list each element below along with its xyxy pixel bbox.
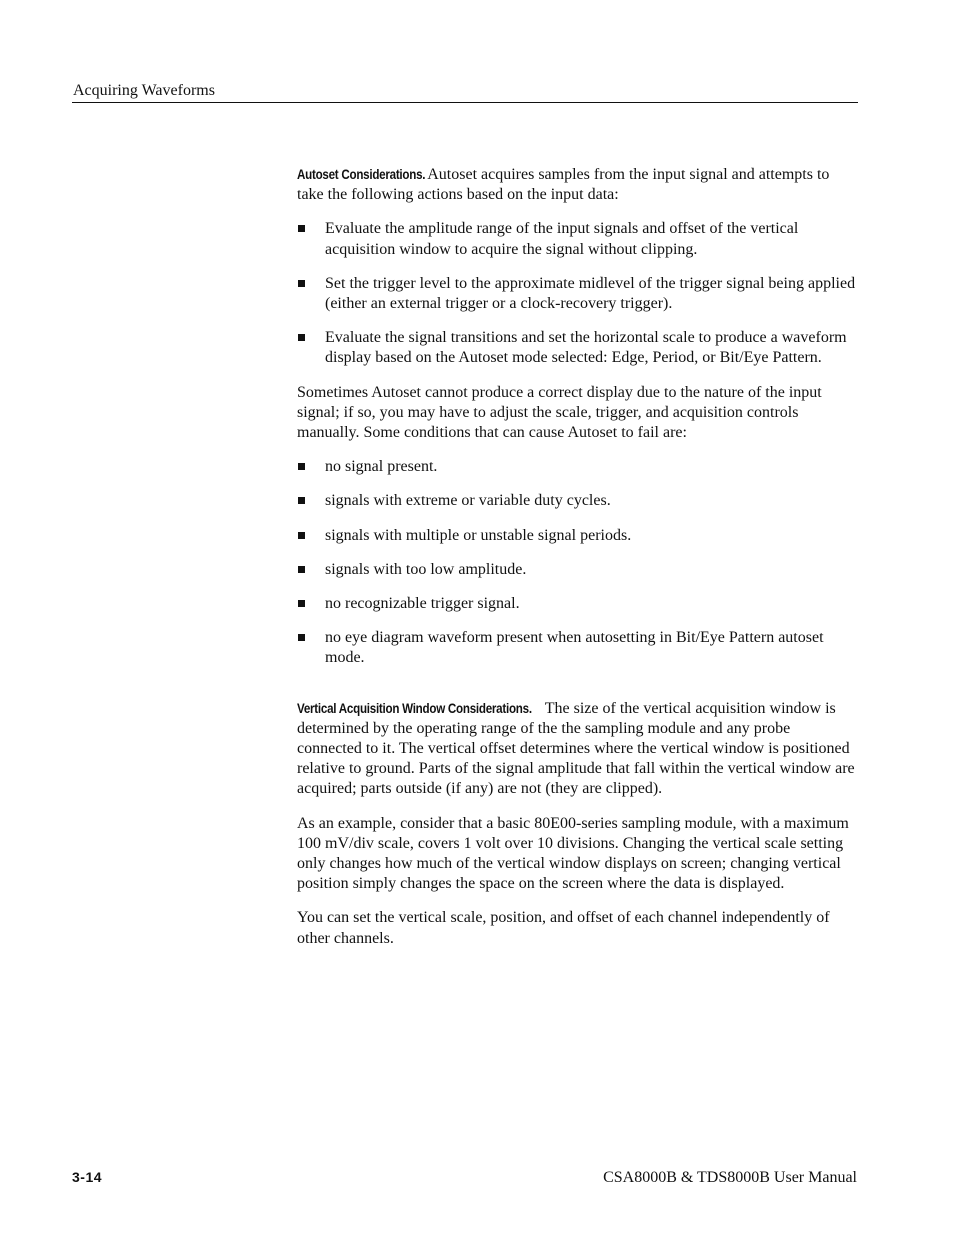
list-item [297,594,857,614]
list-item [297,560,857,580]
list-item-text: no signal present. [325,458,438,476]
square-bullet-icon [298,497,305,504]
square-bullet-icon [298,225,305,232]
list-item-text: signals with too low amplitude. [325,560,527,578]
list-item [297,457,857,477]
square-bullet-icon [298,334,305,341]
page-body [297,165,857,963]
square-bullet-icon [298,600,305,607]
autoset-heading: Autoset Considerations. [297,167,426,182]
square-bullet-icon [298,463,305,470]
vertical-window-text: The size of the vertical acquisition window is determined by the operating range of the the sampling module and any probe connected to it. The vertical offset determines where the vertical window is positioned relative to ground. Parts of the signal amplitude that fall within the vertical window are acquired; parts outside (if any) are not (they are clipped). [297,699,855,798]
list-item [297,628,857,668]
manual-title: CSA8000B & TDS8000B User Manual [603,1169,857,1186]
square-bullet-icon [298,634,305,641]
square-bullet-icon [298,532,305,539]
autoset-intro-paragraph [297,165,857,205]
autoset-actions-list [297,219,857,368]
vertical-window-heading: Vertical Acquisition Window Considerations. [297,700,532,716]
list-item-text: Evaluate the amplitude range of the input signals and offset of the vertical acquisition window to acquire the signal without clipping. [325,220,799,258]
autoset-failure-paragraph: Sometimes Autoset cannot produce a correct display due to the nature of the input signal; if so, you may have to adjust the scale, trigger, and acquisition controls manually. Some conditions that can cause Autoset to fail are: [297,383,822,442]
list-item-text: no eye diagram waveform present when autosetting in Bit/Eye Pattern autoset mode. [325,629,824,667]
running-head: Acquiring Waveforms [73,82,215,99]
list-item-text: Evaluate the signal transitions and set the horizontal scale to produce a waveform display based on the Autoset mode selected: Edge, Period, or Bit/Eye Pattern. [325,329,847,367]
header-rule [72,102,858,103]
square-bullet-icon [298,280,305,287]
list-item [297,328,857,368]
vertical-example-paragraph: As an example, consider that a basic 80E00-series sampling module, with a maximum 100 mV/div scale, covers 1 volt over 10 divisions. Changing the vertical scale setting only changes how much of the vertical window displays on screen; changing vertical position simply changes the space on the screen where the data is displayed. [297,814,849,893]
page-number: 3-14 [72,1169,103,1185]
vertical-window-paragraph [297,699,857,800]
list-item-text: signals with extreme or variable duty cycles. [325,492,611,510]
list-item-text: no recognizable trigger signal. [325,595,520,613]
list-item-text: signals with multiple or unstable signal periods. [325,526,632,544]
list-item [297,491,857,511]
square-bullet-icon [298,566,305,573]
vertical-channels-paragraph: You can set the vertical scale, position, and offset of each channel independently of other channels. [297,909,830,947]
autoset-failure-list [297,457,857,668]
list-item-text: Set the trigger level to the approximate midlevel of the trigger signal being applied (either an external trigger or a clock-recovery trigger). [325,274,856,313]
autoset-intro-text: Autoset acquires samples from the input signal and attempts to take the following actions based on the input data: [297,166,830,204]
list-item [297,526,857,546]
list-item [297,274,857,314]
list-item [297,219,857,259]
